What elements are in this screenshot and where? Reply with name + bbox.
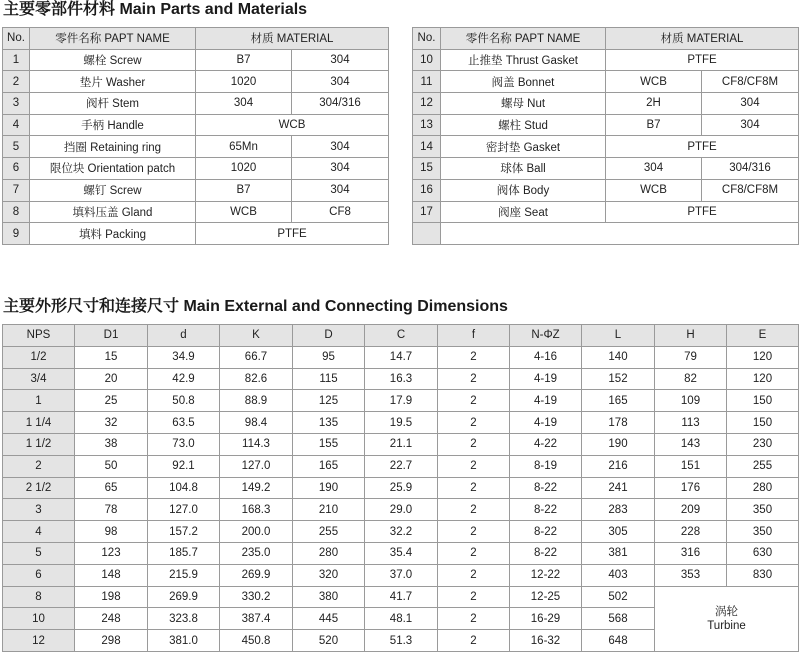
dim-header-d1: D1 [75, 325, 148, 347]
part-material-1: 1020 [196, 71, 292, 93]
table-header-row [413, 28, 799, 50]
dim-cell: 140 [582, 346, 655, 368]
table-header-row [3, 28, 389, 50]
dim-cell: 8-22 [510, 542, 582, 564]
part-no: 3 [3, 93, 30, 115]
dim-cell: 115 [293, 368, 365, 390]
parts-table-right [412, 27, 799, 245]
dim-cell: 114.3 [220, 433, 293, 455]
dim-cell: 165 [582, 390, 655, 412]
dim-row [3, 542, 799, 564]
part-material-2: CF8 [292, 201, 389, 223]
dim-cell: 25 [75, 390, 148, 412]
dim-cell: 2 [438, 455, 510, 477]
dim-cell: 190 [582, 433, 655, 455]
part-no: 15 [413, 158, 441, 180]
part-material: WCB [196, 114, 389, 136]
dim-cell: 353 [655, 564, 727, 586]
dim-nps: 5 [3, 542, 75, 564]
dim-cell: 280 [727, 477, 799, 499]
empty-cell [413, 223, 441, 245]
part-name: 挡圈 Retaining ring [30, 136, 196, 158]
part-material-1: 304 [196, 93, 292, 115]
dim-cell: 125 [293, 390, 365, 412]
dim-nps: 6 [3, 564, 75, 586]
dim-cell: 37.0 [365, 564, 438, 586]
part-material-2: 304 [292, 179, 389, 201]
dim-cell: 8-22 [510, 499, 582, 521]
dim-cell: 269.9 [148, 586, 220, 608]
dim-cell: 2 [438, 630, 510, 652]
dim-cell: 255 [727, 455, 799, 477]
part-name: 球体 Ball [441, 158, 606, 180]
dim-cell: 4-19 [510, 412, 582, 434]
dim-cell: 316 [655, 542, 727, 564]
dim-cell: 330.2 [220, 586, 293, 608]
dim-cell: 34.9 [148, 346, 220, 368]
dim-cell: 502 [582, 586, 655, 608]
dim-cell: 98.4 [220, 412, 293, 434]
table-row [413, 49, 799, 71]
dim-row [3, 412, 799, 434]
dim-cell: 82 [655, 368, 727, 390]
dim-cell: 50 [75, 455, 148, 477]
part-name: 阀杆 Stem [30, 93, 196, 115]
dim-cell: 403 [582, 564, 655, 586]
dim-row [3, 499, 799, 521]
dim-cell: 42.9 [148, 368, 220, 390]
part-no: 2 [3, 71, 30, 93]
dim-cell: 120 [727, 368, 799, 390]
part-material: PTFE [606, 201, 799, 223]
dim-header-e: E [727, 325, 799, 347]
dim-cell: 22.7 [365, 455, 438, 477]
header-part-name: 零件名称 PAPT NAME [30, 28, 196, 50]
dim-cell: 32.2 [365, 521, 438, 543]
part-no: 14 [413, 136, 441, 158]
dim-cell: 305 [582, 521, 655, 543]
dim-cell: 178 [582, 412, 655, 434]
part-material: PTFE [606, 49, 799, 71]
dim-cell: 8-19 [510, 455, 582, 477]
part-name: 密封垫 Gasket [441, 136, 606, 158]
part-material-1: B7 [196, 179, 292, 201]
dim-cell: 381.0 [148, 630, 220, 652]
dim-cell: 2 [438, 608, 510, 630]
table-row [413, 114, 799, 136]
part-material-1: B7 [196, 49, 292, 71]
dim-cell: 387.4 [220, 608, 293, 630]
dim-cell: 32 [75, 412, 148, 434]
table-row [413, 158, 799, 180]
part-no: 11 [413, 71, 441, 93]
dim-cell: 2 [438, 586, 510, 608]
header-no: No. [3, 28, 30, 50]
dim-cell: 79 [655, 346, 727, 368]
part-material-1: 65Mn [196, 136, 292, 158]
dim-cell: 168.3 [220, 499, 293, 521]
part-no: 8 [3, 201, 30, 223]
part-no: 13 [413, 114, 441, 136]
dim-cell: 830 [727, 564, 799, 586]
empty-cell [441, 223, 799, 245]
table-row [413, 201, 799, 223]
dim-nps: 10 [3, 608, 75, 630]
dim-header-n-z: N-ΦZ [510, 325, 582, 347]
dim-cell: 2 [438, 499, 510, 521]
table-row [3, 179, 389, 201]
dim-cell: 14.7 [365, 346, 438, 368]
dim-cell: 104.8 [148, 477, 220, 499]
part-name: 填料压盖 Gland [30, 201, 196, 223]
dim-cell: 228 [655, 521, 727, 543]
dim-cell: 230 [727, 433, 799, 455]
part-no: 17 [413, 201, 441, 223]
table-row [3, 49, 389, 71]
part-name: 阀盖 Bonnet [441, 71, 606, 93]
part-name: 阀座 Seat [441, 201, 606, 223]
dim-row [3, 433, 799, 455]
dim-nps: 12 [3, 630, 75, 652]
dim-cell: 38 [75, 433, 148, 455]
part-material-2: 304 [702, 114, 799, 136]
turbine-label-cn: 涡轮 [715, 605, 738, 618]
dim-cell: 323.8 [148, 608, 220, 630]
part-no: 16 [413, 179, 441, 201]
dim-cell: 17.9 [365, 390, 438, 412]
dim-cell: 4-19 [510, 390, 582, 412]
dim-cell: 16-32 [510, 630, 582, 652]
part-material-1: 2H [606, 93, 702, 115]
dim-cell: 78 [75, 499, 148, 521]
part-material: PTFE [196, 223, 389, 245]
dim-cell: 198 [75, 586, 148, 608]
dim-header-nps: NPS [3, 325, 75, 347]
dim-cell: 630 [727, 542, 799, 564]
dim-cell: 2 [438, 368, 510, 390]
table-row [413, 136, 799, 158]
dim-header-h: H [655, 325, 727, 347]
dim-row [3, 477, 799, 499]
part-name: 螺母 Nut [441, 93, 606, 115]
dim-cell: 2 [438, 390, 510, 412]
dim-cell: 73.0 [148, 433, 220, 455]
dim-cell: 8-22 [510, 521, 582, 543]
part-no: 4 [3, 114, 30, 136]
dim-cell: 98 [75, 521, 148, 543]
table-row [3, 114, 389, 136]
dim-cell: 16-29 [510, 608, 582, 630]
dim-nps: 8 [3, 586, 75, 608]
dim-nps: 1 [3, 390, 75, 412]
table-row [413, 179, 799, 201]
dim-cell: 248 [75, 608, 148, 630]
part-material-1: WCB [196, 201, 292, 223]
part-material-2: 304 [292, 49, 389, 71]
part-material-2: 304 [292, 158, 389, 180]
dim-cell: 19.5 [365, 412, 438, 434]
header-material: 材质 MATERIAL [196, 28, 389, 50]
dim-cell: 350 [727, 521, 799, 543]
part-name: 螺钉 Screw [30, 179, 196, 201]
dim-cell: 235.0 [220, 542, 293, 564]
dim-cell: 151 [655, 455, 727, 477]
dim-cell: 568 [582, 608, 655, 630]
dim-nps: 2 [3, 455, 75, 477]
dim-cell: 152 [582, 368, 655, 390]
dim-cell: 190 [293, 477, 365, 499]
dim-cell: 4-16 [510, 346, 582, 368]
dim-cell: 165 [293, 455, 365, 477]
dim-cell: 200.0 [220, 521, 293, 543]
part-no: 6 [3, 158, 30, 180]
dim-cell: 185.7 [148, 542, 220, 564]
table-row [3, 201, 389, 223]
part-material-2: 304 [702, 93, 799, 115]
dim-cell: 216 [582, 455, 655, 477]
dim-cell: 210 [293, 499, 365, 521]
parts-table-left [2, 27, 389, 245]
part-material-1: B7 [606, 114, 702, 136]
dim-cell: 2 [438, 412, 510, 434]
part-name: 限位块 Orientation patch [30, 158, 196, 180]
dim-header-f: f [438, 325, 510, 347]
part-material-1: WCB [606, 179, 702, 201]
dim-cell: 320 [293, 564, 365, 586]
dim-cell: 2 [438, 521, 510, 543]
table-row [413, 71, 799, 93]
part-material-2: CF8/CF8M [702, 71, 799, 93]
dim-row [3, 564, 799, 586]
table-row [413, 223, 799, 245]
dim-cell: 298 [75, 630, 148, 652]
dim-row [3, 368, 799, 390]
dim-cell: 12-25 [510, 586, 582, 608]
dim-cell: 113 [655, 412, 727, 434]
dimensions-table [2, 324, 799, 652]
dim-nps: 1/2 [3, 346, 75, 368]
dim-row [3, 521, 799, 543]
dim-cell: 41.7 [365, 586, 438, 608]
dim-cell: 648 [582, 630, 655, 652]
header-part-name: 零件名称 PAPT NAME [441, 28, 606, 50]
dim-cell: 123 [75, 542, 148, 564]
part-name: 填料 Packing [30, 223, 196, 245]
dim-cell: 255 [293, 521, 365, 543]
dim-cell: 50.8 [148, 390, 220, 412]
dim-cell: 95 [293, 346, 365, 368]
dim-cell: 109 [655, 390, 727, 412]
dim-cell: 445 [293, 608, 365, 630]
dim-cell: 29.0 [365, 499, 438, 521]
part-material-1: WCB [606, 71, 702, 93]
part-material-2: 304/316 [292, 93, 389, 115]
part-material: PTFE [606, 136, 799, 158]
dim-cell: 88.9 [220, 390, 293, 412]
dim-header-k: K [220, 325, 293, 347]
part-material-1: 304 [606, 158, 702, 180]
dim-nps: 1 1/2 [3, 433, 75, 455]
dim-cell: 520 [293, 630, 365, 652]
dim-row [3, 586, 799, 608]
dim-header-d: d [148, 325, 220, 347]
dim-cell: 269.9 [220, 564, 293, 586]
dim-cell: 150 [727, 412, 799, 434]
dim-header-d: D [293, 325, 365, 347]
dim-header-row [3, 325, 799, 347]
dim-cell: 51.3 [365, 630, 438, 652]
part-name: 垫片 Washer [30, 71, 196, 93]
dim-row [3, 455, 799, 477]
dim-cell: 176 [655, 477, 727, 499]
dim-cell: 381 [582, 542, 655, 564]
dim-cell: 2 [438, 346, 510, 368]
dim-cell: 280 [293, 542, 365, 564]
dim-cell: 48.1 [365, 608, 438, 630]
dim-cell: 150 [727, 390, 799, 412]
table-row [3, 71, 389, 93]
dim-cell: 209 [655, 499, 727, 521]
dim-cell: 135 [293, 412, 365, 434]
part-material-1: 1020 [196, 158, 292, 180]
header-no: No. [413, 28, 441, 50]
part-name: 螺柱 Stud [441, 114, 606, 136]
dim-cell: 155 [293, 433, 365, 455]
dim-cell: 127.0 [148, 499, 220, 521]
dim-nps: 3/4 [3, 368, 75, 390]
parts-section-title: 主要零部件材料 Main Parts and Materials [3, 1, 308, 18]
dim-cell: 127.0 [220, 455, 293, 477]
dim-cell: 20 [75, 368, 148, 390]
turbine-cell [655, 586, 799, 651]
dim-cell: 143 [655, 433, 727, 455]
table-row [413, 93, 799, 115]
dim-cell: 241 [582, 477, 655, 499]
dim-nps: 1 1/4 [3, 412, 75, 434]
dim-cell: 380 [293, 586, 365, 608]
dim-header-l: L [582, 325, 655, 347]
dim-cell: 2 [438, 477, 510, 499]
dim-nps: 3 [3, 499, 75, 521]
part-name: 螺栓 Screw [30, 49, 196, 71]
dim-cell: 2 [438, 433, 510, 455]
dim-cell: 157.2 [148, 521, 220, 543]
dim-cell: 12-22 [510, 564, 582, 586]
part-material-2: 304 [292, 71, 389, 93]
dim-cell: 120 [727, 346, 799, 368]
dim-nps: 2 1/2 [3, 477, 75, 499]
dim-cell: 8-22 [510, 477, 582, 499]
dim-cell: 4-22 [510, 433, 582, 455]
part-material-2: 304/316 [702, 158, 799, 180]
dim-cell: 2 [438, 564, 510, 586]
dim-cell: 82.6 [220, 368, 293, 390]
part-no: 12 [413, 93, 441, 115]
dim-cell: 25.9 [365, 477, 438, 499]
part-no: 1 [3, 49, 30, 71]
part-name: 止推垫 Thrust Gasket [441, 49, 606, 71]
dim-cell: 92.1 [148, 455, 220, 477]
dim-cell: 350 [727, 499, 799, 521]
part-no: 5 [3, 136, 30, 158]
part-material-2: CF8/CF8M [702, 179, 799, 201]
dim-row [3, 346, 799, 368]
dim-cell: 16.3 [365, 368, 438, 390]
dimensions-section-title: 主要外形尺寸和连接尺寸 Main External and Connecting Dimensions [3, 298, 508, 315]
part-no: 10 [413, 49, 441, 71]
table-row [3, 136, 389, 158]
table-row [3, 223, 389, 245]
table-row [3, 93, 389, 115]
dim-cell: 66.7 [220, 346, 293, 368]
dim-header-c: C [365, 325, 438, 347]
dim-cell: 149.2 [220, 477, 293, 499]
part-material-2: 304 [292, 136, 389, 158]
dim-cell: 283 [582, 499, 655, 521]
part-no: 9 [3, 223, 30, 245]
dim-cell: 15 [75, 346, 148, 368]
dim-cell: 148 [75, 564, 148, 586]
part-name: 手柄 Handle [30, 114, 196, 136]
table-row [3, 158, 389, 180]
dim-cell: 21.1 [365, 433, 438, 455]
dim-row [3, 390, 799, 412]
header-material: 材质 MATERIAL [606, 28, 799, 50]
dim-cell: 2 [438, 542, 510, 564]
part-name: 阀体 Body [441, 179, 606, 201]
dim-cell: 4-19 [510, 368, 582, 390]
dim-cell: 215.9 [148, 564, 220, 586]
part-no: 7 [3, 179, 30, 201]
dim-cell: 65 [75, 477, 148, 499]
turbine-label-en: Turbine [707, 619, 746, 632]
dim-nps: 4 [3, 521, 75, 543]
dim-cell: 35.4 [365, 542, 438, 564]
dim-cell: 450.8 [220, 630, 293, 652]
dim-cell: 63.5 [148, 412, 220, 434]
